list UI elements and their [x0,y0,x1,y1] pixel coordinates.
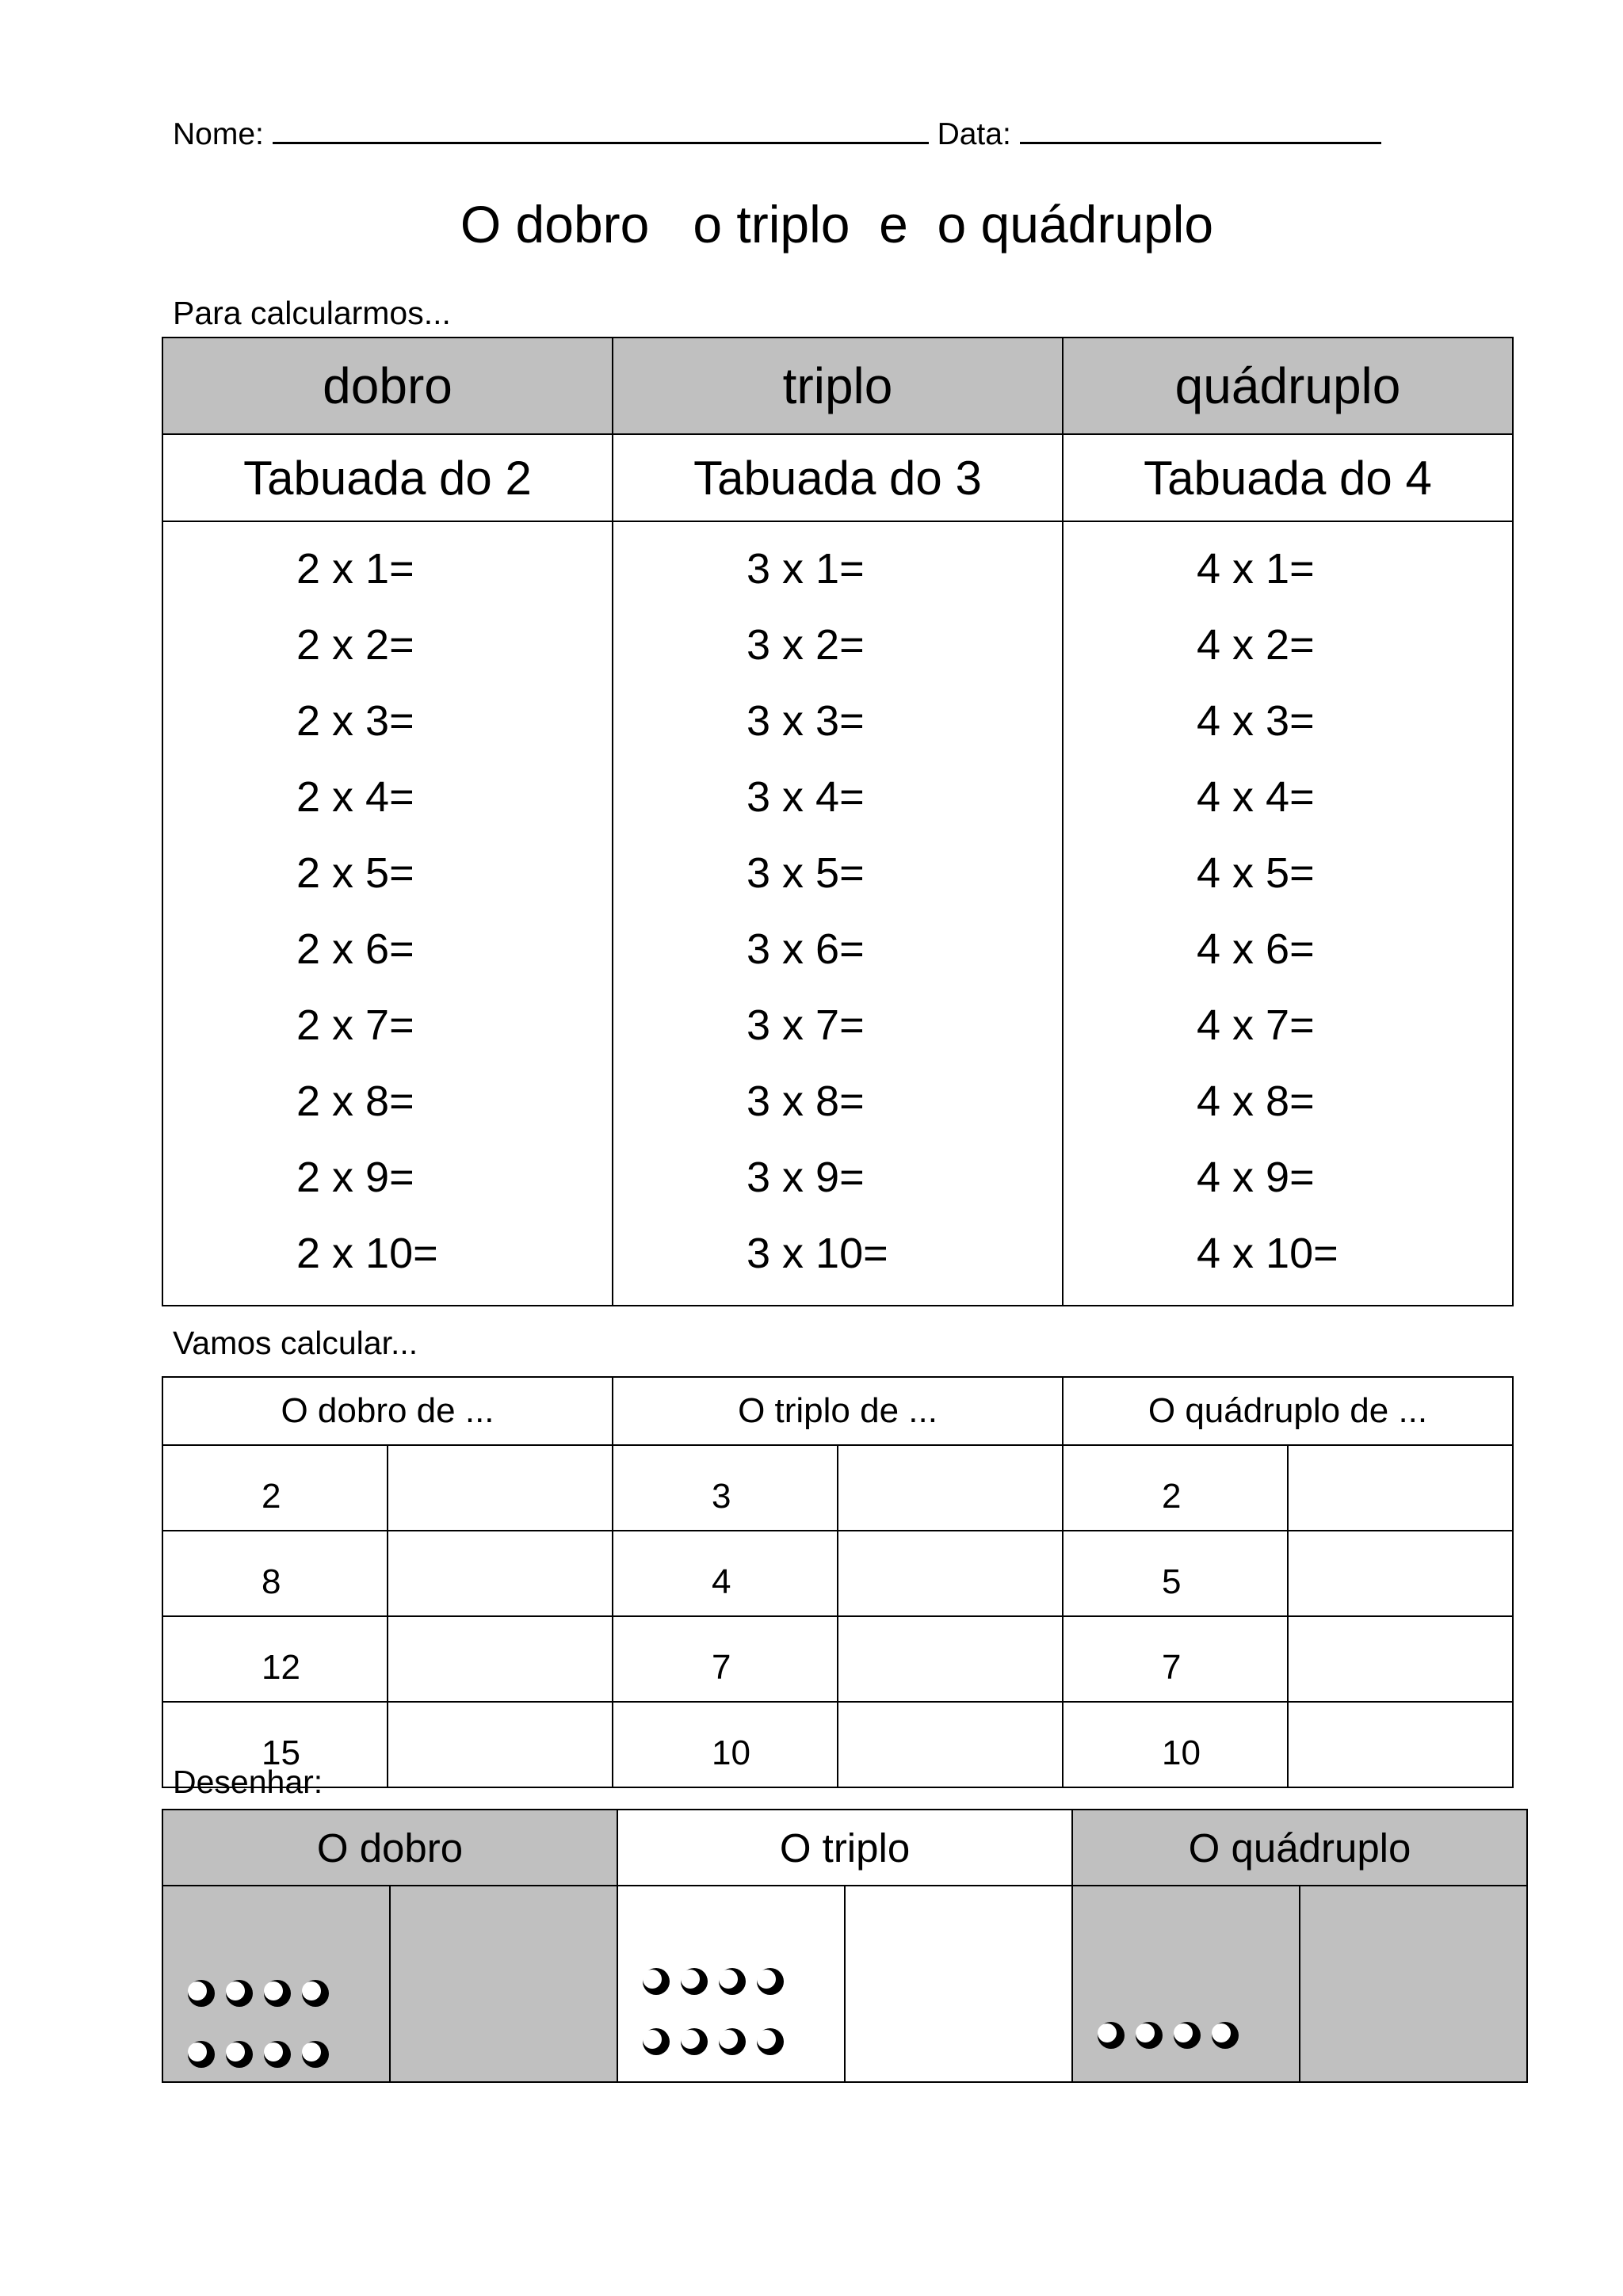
multiplication-fact: 4 x 6= [1197,925,1315,973]
header-triplo-de: O triplo de ... [613,1377,1063,1445]
answer-cell[interactable] [838,1616,1063,1702]
multiplication-fact: 4 x 8= [1197,1077,1315,1125]
column-heading-quadruplo: quádruplo [1063,338,1513,434]
name-date-line [173,117,1381,152]
header-dobro-de: O dobro de ... [162,1377,613,1445]
multiplication-fact: 2 x 1= [296,545,414,593]
moon-circle-icon [1171,2019,1203,2051]
given-number: 12 [162,1616,388,1702]
multiplication-fact: 3 x 7= [747,1001,865,1049]
draw-answer-triplo[interactable] [845,1886,1072,2082]
multiplication-fact: 4 x 5= [1197,849,1315,897]
draw-answer-quadruplo[interactable] [1300,1886,1527,2082]
multiplication-fact: 2 x 3= [296,697,414,745]
multiplication-fact: 3 x 3= [747,697,865,745]
moon-circle-icon [716,1966,748,1997]
moon-circle-icon [640,1966,672,1997]
header-o-quadruplo: O quádruplo [1072,1810,1527,1886]
multiplication-table [162,337,1514,1306]
moon-circle-icon [300,2039,331,2070]
column-heading-triplo: triplo [613,338,1063,434]
multiplication-fact: 4 x 7= [1197,1001,1315,1049]
moon-circle-icon [1095,2019,1127,2051]
section-label-calculate: Para calcularmos... [173,295,451,331]
moon-circle-icon [1209,2019,1241,2051]
multiplication-fact: 3 x 6= [747,925,865,973]
answer-cell[interactable] [1288,1445,1513,1531]
multiplication-fact: 3 x 5= [747,849,865,897]
answer-cell[interactable] [1288,1702,1513,1787]
multiplication-fact: 2 x 10= [296,1230,438,1277]
multiplication-fact: 3 x 8= [747,1077,865,1125]
name-label: Nome: [173,117,264,151]
table-row [162,1531,1513,1616]
moon-circle-icon [1133,2019,1165,2051]
given-number: 4 [613,1531,838,1616]
dots-cell-triplo [617,1886,845,2082]
header-o-triplo: O triplo [617,1810,1072,1886]
table-row [162,1616,1513,1702]
dot-row [1095,2019,1247,2055]
given-number: 2 [162,1445,388,1531]
facts-cell-4 [1063,521,1513,1306]
given-number: 7 [1063,1616,1288,1702]
multiplication-fact: 3 x 10= [747,1230,888,1277]
header-o-dobro: O dobro [162,1810,617,1886]
subheading-tabuada-3: Tabuada do 3 [613,434,1063,521]
page-title: O dobro o triplo e o quádruplo [460,195,1214,254]
subheading-tabuada-2: Tabuada do 2 [162,434,613,521]
moon-circle-icon [678,1966,710,1997]
draw-answer-dobro[interactable] [390,1886,617,2082]
dot-row [185,1978,338,2013]
date-field[interactable] [1020,118,1381,144]
multiplication-fact: 4 x 1= [1197,545,1315,593]
multiplication-fact: 4 x 9= [1197,1154,1315,1201]
dot-row [185,2039,338,2074]
given-number: 8 [162,1531,388,1616]
given-number: 3 [613,1445,838,1531]
multiplication-fact: 2 x 7= [296,1001,414,1049]
dots-cell-dobro [162,1886,390,2082]
name-field[interactable] [273,118,929,144]
calculate-table [162,1376,1514,1788]
multiplication-fact: 4 x 10= [1197,1230,1338,1277]
moon-circle-icon [754,2026,786,2058]
moon-circle-icon [678,2026,710,2058]
facts-cell-2 [162,521,613,1306]
multiplication-fact: 3 x 4= [747,773,865,821]
multiplication-fact: 4 x 3= [1197,697,1315,745]
moon-circle-icon [223,2039,255,2070]
answer-cell[interactable] [388,1531,613,1616]
answer-cell[interactable] [388,1445,613,1531]
multiplication-fact: 2 x 5= [296,849,414,897]
given-number: 7 [613,1616,838,1702]
multiplication-fact: 3 x 9= [747,1154,865,1201]
multiplication-fact: 2 x 6= [296,925,414,973]
dots-cell-quadruplo [1072,1886,1300,2082]
date-label: Data: [937,117,1011,151]
moon-circle-icon [262,2039,293,2070]
answer-cell[interactable] [838,1445,1063,1531]
answer-cell[interactable] [1288,1616,1513,1702]
moon-circle-icon [262,1978,293,2009]
moon-circle-icon [185,2039,217,2070]
multiplication-fact: 2 x 8= [296,1077,414,1125]
moon-circle-icon [185,1978,217,2009]
multiplication-fact: 2 x 9= [296,1154,414,1201]
table-row [162,1445,1513,1531]
multiplication-fact: 3 x 1= [747,545,865,593]
given-number: 10 [613,1702,838,1787]
answer-cell[interactable] [1288,1531,1513,1616]
moon-circle-icon [640,2026,672,2058]
draw-table [162,1809,1528,2083]
moon-circle-icon [716,2026,748,2058]
column-heading-dobro: dobro [162,338,613,434]
dot-row [640,2026,792,2061]
answer-cell[interactable] [388,1702,613,1787]
moon-circle-icon [300,1978,331,2009]
subheading-tabuada-4: Tabuada do 4 [1063,434,1513,521]
multiplication-fact: 2 x 2= [296,621,414,669]
given-number: 2 [1063,1445,1288,1531]
given-number: 5 [1063,1531,1288,1616]
dot-row [640,1966,792,2001]
multiplication-fact: 4 x 2= [1197,621,1315,669]
moon-circle-icon [223,1978,255,2009]
section-label-draw: Desenhar: [173,1764,323,1800]
given-number: 15 [162,1702,388,1787]
answer-cell[interactable] [388,1616,613,1702]
header-quadruplo-de: O quádruplo de ... [1063,1377,1513,1445]
facts-cell-3 [613,521,1063,1306]
multiplication-fact: 2 x 4= [296,773,414,821]
table-row [162,1702,1513,1787]
moon-circle-icon [754,1966,786,1997]
given-number: 10 [1063,1702,1288,1787]
multiplication-fact: 4 x 4= [1197,773,1315,821]
section-label-lets-calculate: Vamos calcular... [173,1325,418,1361]
answer-cell[interactable] [838,1531,1063,1616]
multiplication-fact: 3 x 2= [747,621,865,669]
answer-cell[interactable] [838,1702,1063,1787]
